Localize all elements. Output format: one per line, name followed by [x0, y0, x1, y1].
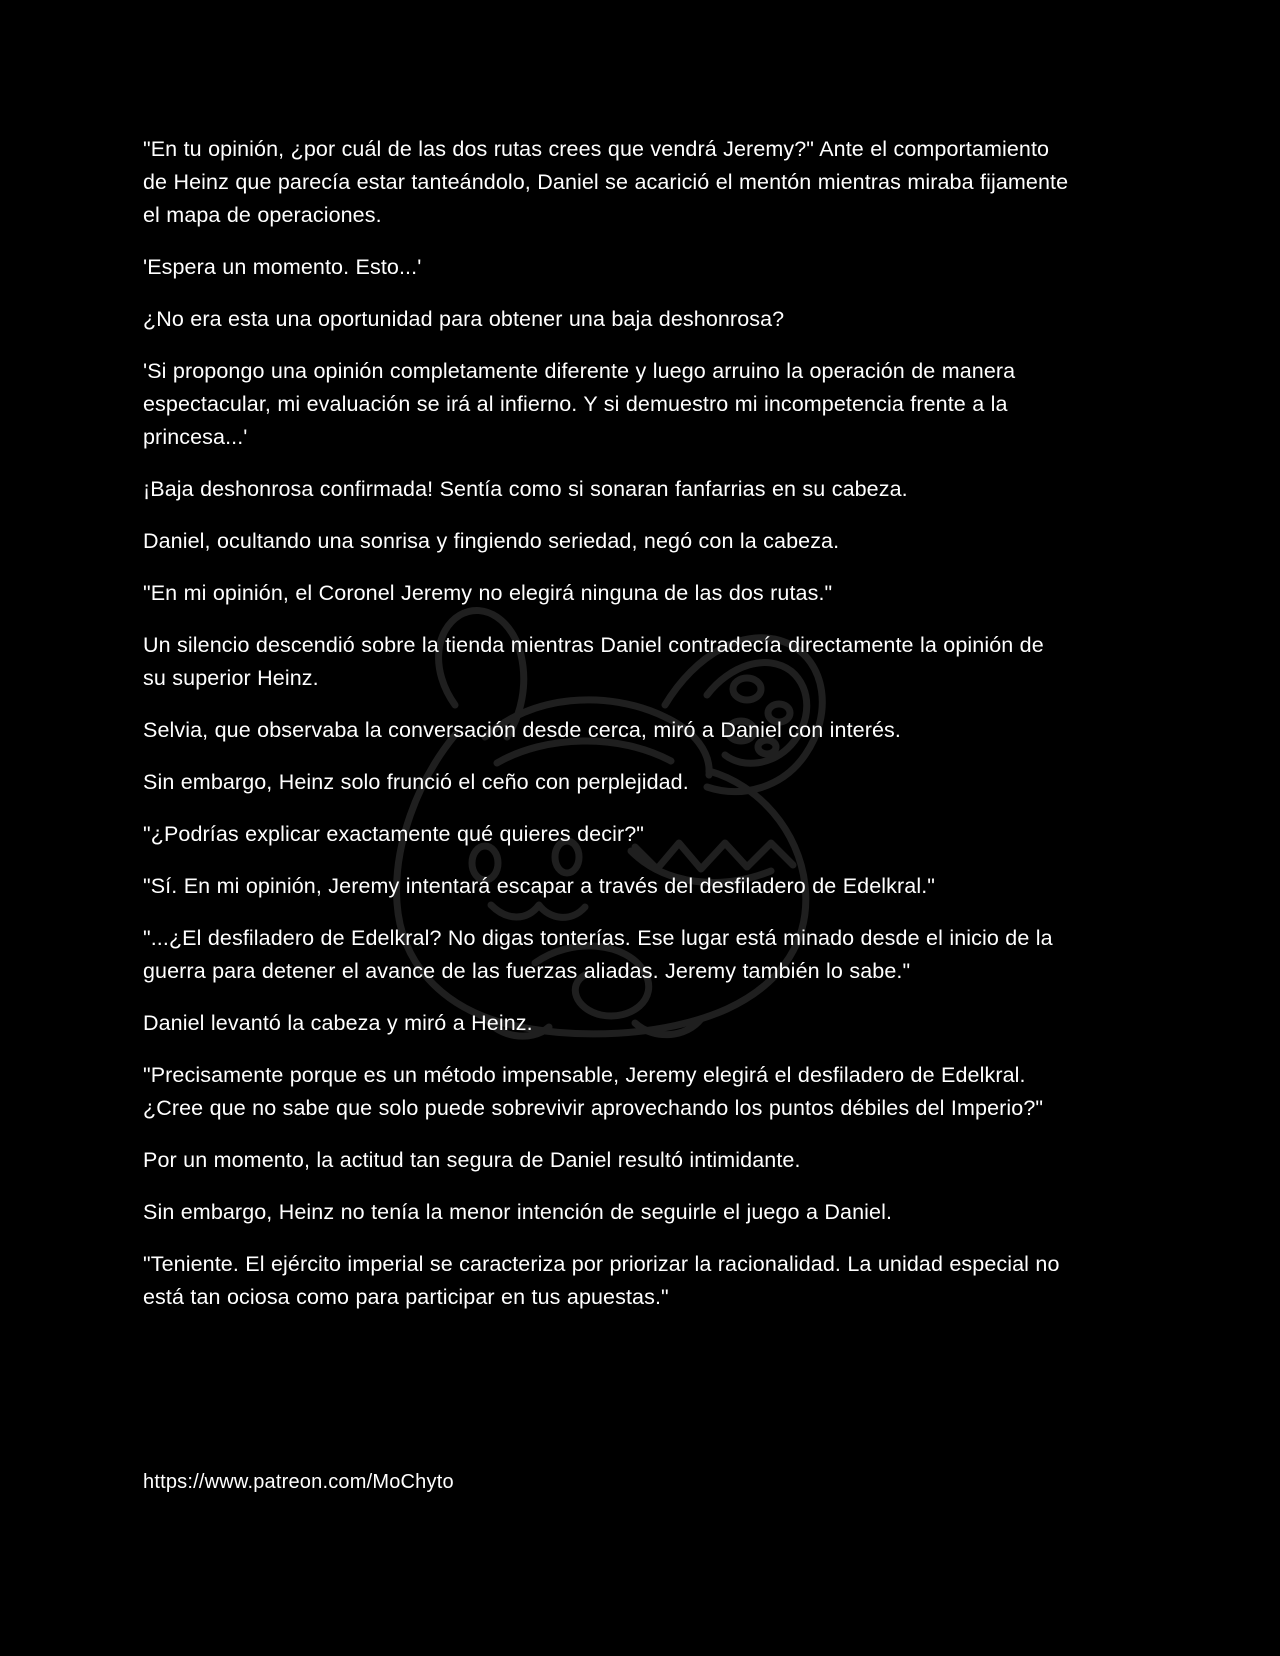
story-paragraph: "...¿El desfiladero de Edelkral? No digas tonterías. Ese lugar está minado desde el inicio de la guerra para detener el avance de las fuerzas aliadas. Jeremy también lo sabe.": [143, 926, 1053, 983]
story-paragraph: ¿No era esta una oportunidad para obtener una baja deshonrosa?: [143, 307, 785, 331]
patreon-link[interactable]: https://www.patreon.com/MoChyto: [143, 1471, 454, 1493]
story-paragraph: ¡Baja deshonrosa confirmada! Sentía como si sonaran fanfarrias en su cabeza.: [143, 477, 908, 501]
story-body: [143, 133, 1073, 1333]
story-paragraph: 'Si propongo una opinión completamente diferente y luego arruino la operación de manera espectacular, mi evaluación se irá al infierno. Y si demuestro mi incompetencia frente a la princesa...': [143, 359, 1016, 449]
story-paragraph: "Teniente. El ejército imperial se caracteriza por priorizar la racionalidad. La unidad especial no está tan ociosa como para participar en tus apuestas.": [143, 1252, 1060, 1309]
story-paragraph: "En mi opinión, el Coronel Jeremy no elegirá ninguna de las dos rutas.": [143, 581, 833, 605]
story-paragraph: 'Espera un momento. Esto...': [143, 255, 422, 279]
story-paragraph: Sin embargo, Heinz solo frunció el ceño con perplejidad.: [143, 770, 689, 794]
story-paragraph: "En tu opinión, ¿por cuál de las dos rutas crees que vendrá Jeremy?" Ante el comportamiento de Heinz que parecía estar tanteándolo, Daniel se acarició el mentón mientras miraba fijamente el mapa de operaciones.: [143, 137, 1069, 227]
story-paragraph: "Precisamente porque es un método impensable, Jeremy elegirá el desfiladero de Edelkral. ¿Cree que no sabe que solo puede sobrevivir aprovechando los puntos débiles del Imperio?": [143, 1063, 1044, 1120]
story-paragraph: Un silencio descendió sobre la tienda mientras Daniel contradecía directamente la opinión de su superior Heinz.: [143, 633, 1044, 690]
story-paragraph: Selvia, que observaba la conversación desde cerca, miró a Daniel con interés.: [143, 718, 901, 742]
story-paragraph: "Sí. En mi opinión, Jeremy intentará escapar a través del desfiladero de Edelkral.": [143, 874, 936, 898]
story-paragraph: Por un momento, la actitud tan segura de Daniel resultó intimidante.: [143, 1148, 801, 1172]
story-paragraph: "¿Podrías explicar exactamente qué quieres decir?": [143, 822, 644, 846]
story-paragraph: Daniel, ocultando una sonrisa y fingiendo seriedad, negó con la cabeza.: [143, 529, 840, 553]
story-paragraph: Daniel levantó la cabeza y miró a Heinz.: [143, 1011, 533, 1035]
story-paragraph: Sin embargo, Heinz no tenía la menor intención de seguirle el juego a Daniel.: [143, 1200, 893, 1224]
